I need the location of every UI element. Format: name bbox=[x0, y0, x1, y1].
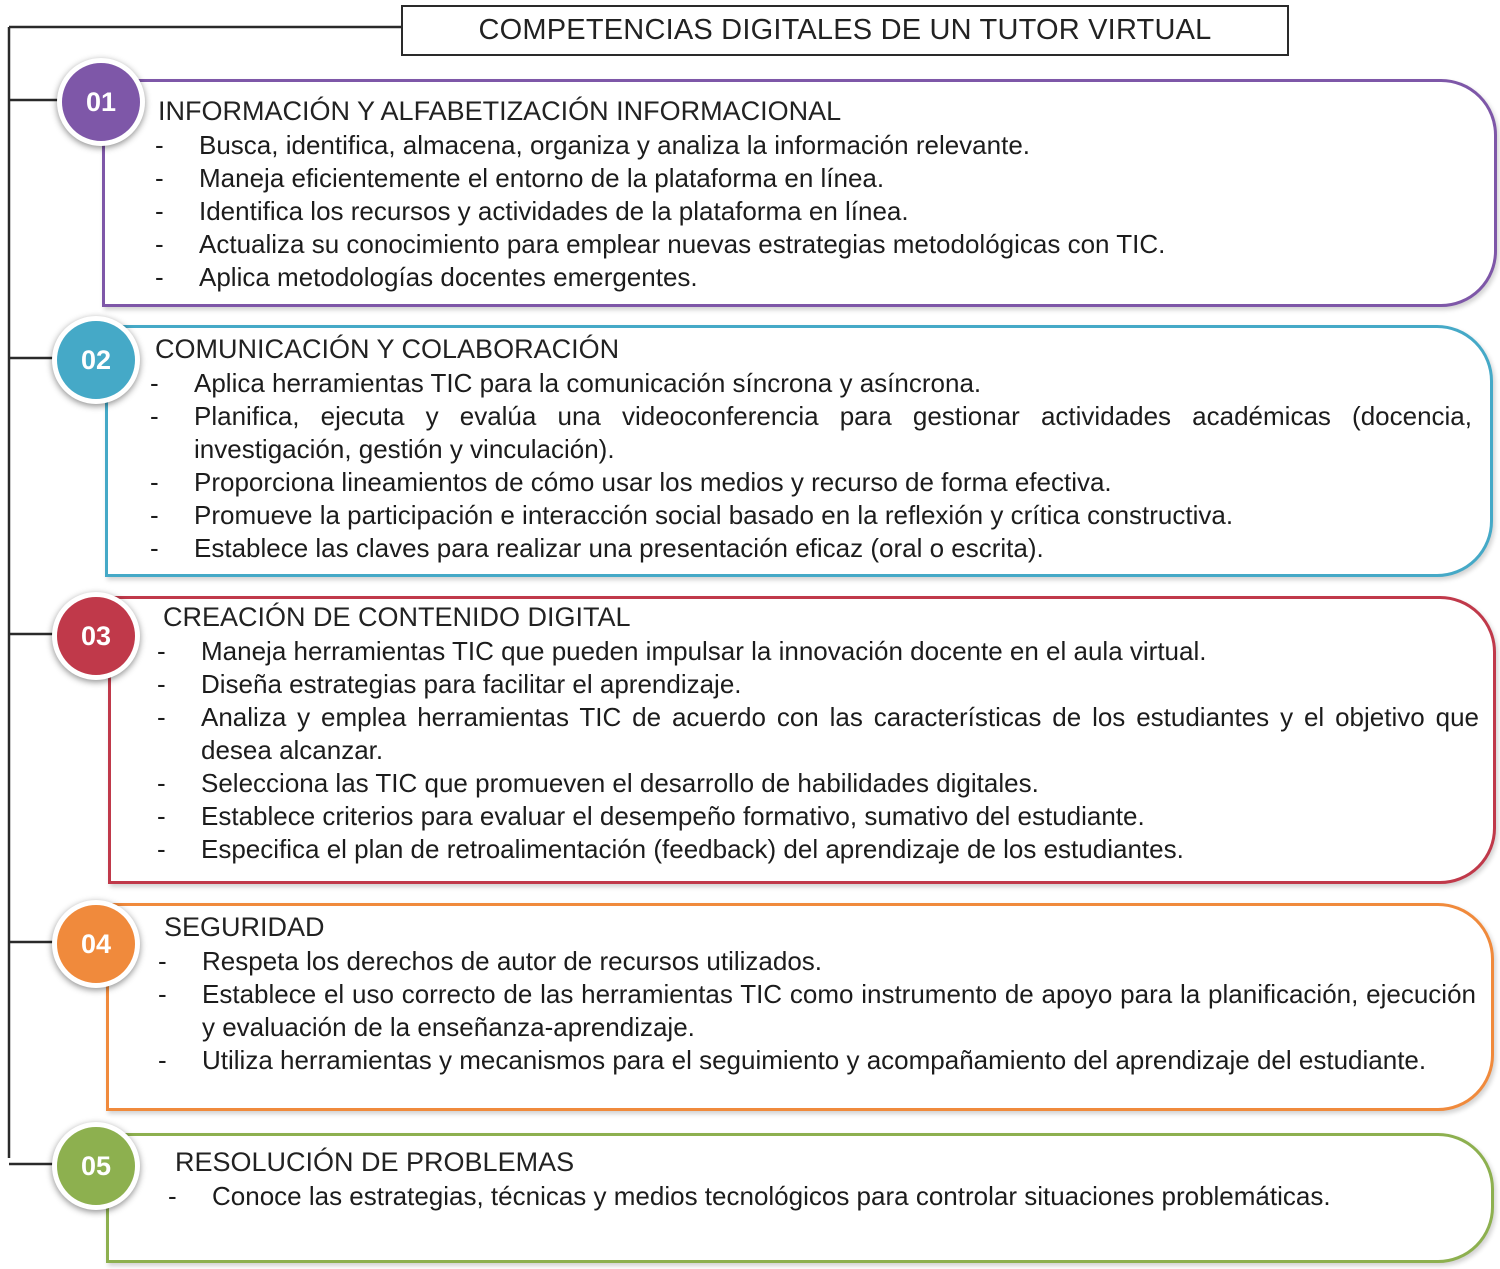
bullet-dash: - bbox=[155, 196, 164, 226]
competency-item bbox=[150, 466, 1472, 499]
section-title: INFORMACIÓN Y ALFABETIZACIÓN INFORMACIONAL bbox=[158, 96, 842, 126]
competency-item-text: Busca, identifica, almacena, organiza y analiza la información relevante. bbox=[199, 130, 1031, 160]
competency-item bbox=[157, 635, 1479, 668]
competency-item-text: Maneja eficientemente el entorno de la plataforma en línea. bbox=[199, 163, 885, 193]
bullet-dash: - bbox=[150, 401, 159, 431]
competency-item bbox=[155, 195, 1435, 228]
bullet-dash: - bbox=[157, 834, 166, 864]
competency-item bbox=[158, 1044, 1476, 1077]
competency-item-text: Especifica el plan de retroalimentación (feedback) del aprendizaje de los estudiantes. bbox=[201, 834, 1184, 864]
bullet-dash: - bbox=[155, 130, 164, 160]
bullet-dash: - bbox=[158, 979, 167, 1009]
bullet-dash: - bbox=[157, 702, 166, 732]
competency-item bbox=[155, 261, 1435, 294]
competency-item bbox=[157, 767, 1479, 800]
section-title: RESOLUCIÓN DE PROBLEMAS bbox=[175, 1147, 575, 1177]
competency-item bbox=[150, 499, 1472, 532]
section-number-badge: 03 bbox=[52, 592, 140, 680]
bullet-dash: - bbox=[150, 467, 159, 497]
competency-item bbox=[168, 1180, 1448, 1213]
bullet-dash: - bbox=[157, 801, 166, 831]
bullet-dash: - bbox=[155, 163, 164, 193]
bullet-dash: - bbox=[168, 1181, 177, 1211]
competency-item bbox=[157, 668, 1479, 701]
bullet-dash: - bbox=[150, 500, 159, 530]
bullet-dash: - bbox=[157, 768, 166, 798]
bullet-dash: - bbox=[155, 229, 164, 259]
bullet-dash: - bbox=[150, 368, 159, 398]
competency-item-text: Aplica herramientas TIC para la comunicación síncrona y asíncrona. bbox=[194, 368, 982, 398]
competency-item-text: Proporciona lineamientos de cómo usar los medios y recurso de forma efectiva. bbox=[194, 467, 1112, 497]
competency-list bbox=[150, 367, 1472, 565]
diagram-title: COMPETENCIAS DIGITALES DE UN TUTOR VIRTUAL bbox=[401, 5, 1289, 56]
bullet-dash: - bbox=[150, 533, 159, 563]
competency-item-text: Selecciona las TIC que promueven el desarrollo de habilidades digitales. bbox=[201, 768, 1039, 798]
competency-item-text: Identifica los recursos y actividades de la plataforma en línea. bbox=[199, 196, 909, 226]
section-number-badge: 01 bbox=[57, 58, 145, 146]
competency-item-text: Analiza y emplea herramientas TIC de acuerdo con las características de los estudiantes y el objetivo que desea alcanzar. bbox=[201, 702, 1479, 765]
competency-item-text: Establece el uso correcto de las herramientas TIC como instrumento de apoyo para la planificación, ejecución y evaluación de la enseñanza-aprendizaje. bbox=[202, 979, 1476, 1042]
competency-item-text: Maneja herramientas TIC que pueden impulsar la innovación docente en el aula virtual. bbox=[201, 636, 1207, 666]
competency-item bbox=[155, 228, 1435, 261]
competency-item bbox=[157, 833, 1479, 866]
competency-item bbox=[150, 532, 1472, 565]
competency-item-text: Planifica, ejecuta y evalúa una videoconferencia para gestionar actividades académicas (docencia, investigación, gestión y vinculación). bbox=[194, 401, 1472, 464]
competency-item bbox=[155, 162, 1435, 195]
bullet-dash: - bbox=[155, 262, 164, 292]
competency-list bbox=[158, 945, 1476, 1077]
competency-list bbox=[168, 1180, 1448, 1213]
competency-item-text: Establece criterios para evaluar el desempeño formativo, sumativo del estudiante. bbox=[201, 801, 1145, 831]
section-title: CREACIÓN DE CONTENIDO DIGITAL bbox=[163, 602, 631, 632]
bullet-dash: - bbox=[158, 1045, 167, 1075]
bullet-dash: - bbox=[157, 669, 166, 699]
competency-item-text: Utiliza herramientas y mecanismos para el seguimiento y acompañamiento del aprendizaje del estudiante. bbox=[202, 1045, 1427, 1075]
competency-item bbox=[158, 945, 1476, 978]
section-title: SEGURIDAD bbox=[164, 912, 325, 942]
competency-item bbox=[150, 367, 1472, 400]
bullet-dash: - bbox=[158, 946, 167, 976]
section-title: COMUNICACIÓN Y COLABORACIÓN bbox=[155, 334, 620, 364]
competency-item bbox=[155, 129, 1435, 162]
competency-item-text: Aplica metodologías docentes emergentes. bbox=[199, 262, 698, 292]
competency-item bbox=[157, 701, 1479, 767]
competency-item bbox=[158, 978, 1476, 1044]
competency-item bbox=[150, 400, 1472, 466]
bullet-dash: - bbox=[157, 636, 166, 666]
competency-item-text: Establece las claves para realizar una presentación eficaz (oral o escrita). bbox=[194, 533, 1044, 563]
competency-item-text: Diseña estrategias para facilitar el aprendizaje. bbox=[201, 669, 742, 699]
section-number-badge: 05 bbox=[52, 1122, 140, 1210]
competency-item-text: Promueve la participación e interacción social basado en la reflexión y crítica constructiva. bbox=[194, 500, 1234, 530]
competency-item-text: Conoce las estrategias, técnicas y medios tecnológicos para controlar situaciones problemáticas. bbox=[212, 1181, 1331, 1211]
section-number-badge: 02 bbox=[52, 316, 140, 404]
section-number-badge: 04 bbox=[52, 900, 140, 988]
competency-item bbox=[157, 800, 1479, 833]
competency-item-text: Respeta los derechos de autor de recursos utilizados. bbox=[202, 946, 823, 976]
competency-item-text: Actualiza su conocimiento para emplear nuevas estrategias metodológicas con TIC. bbox=[199, 229, 1166, 259]
competency-list bbox=[157, 635, 1479, 866]
competency-list bbox=[155, 129, 1435, 294]
